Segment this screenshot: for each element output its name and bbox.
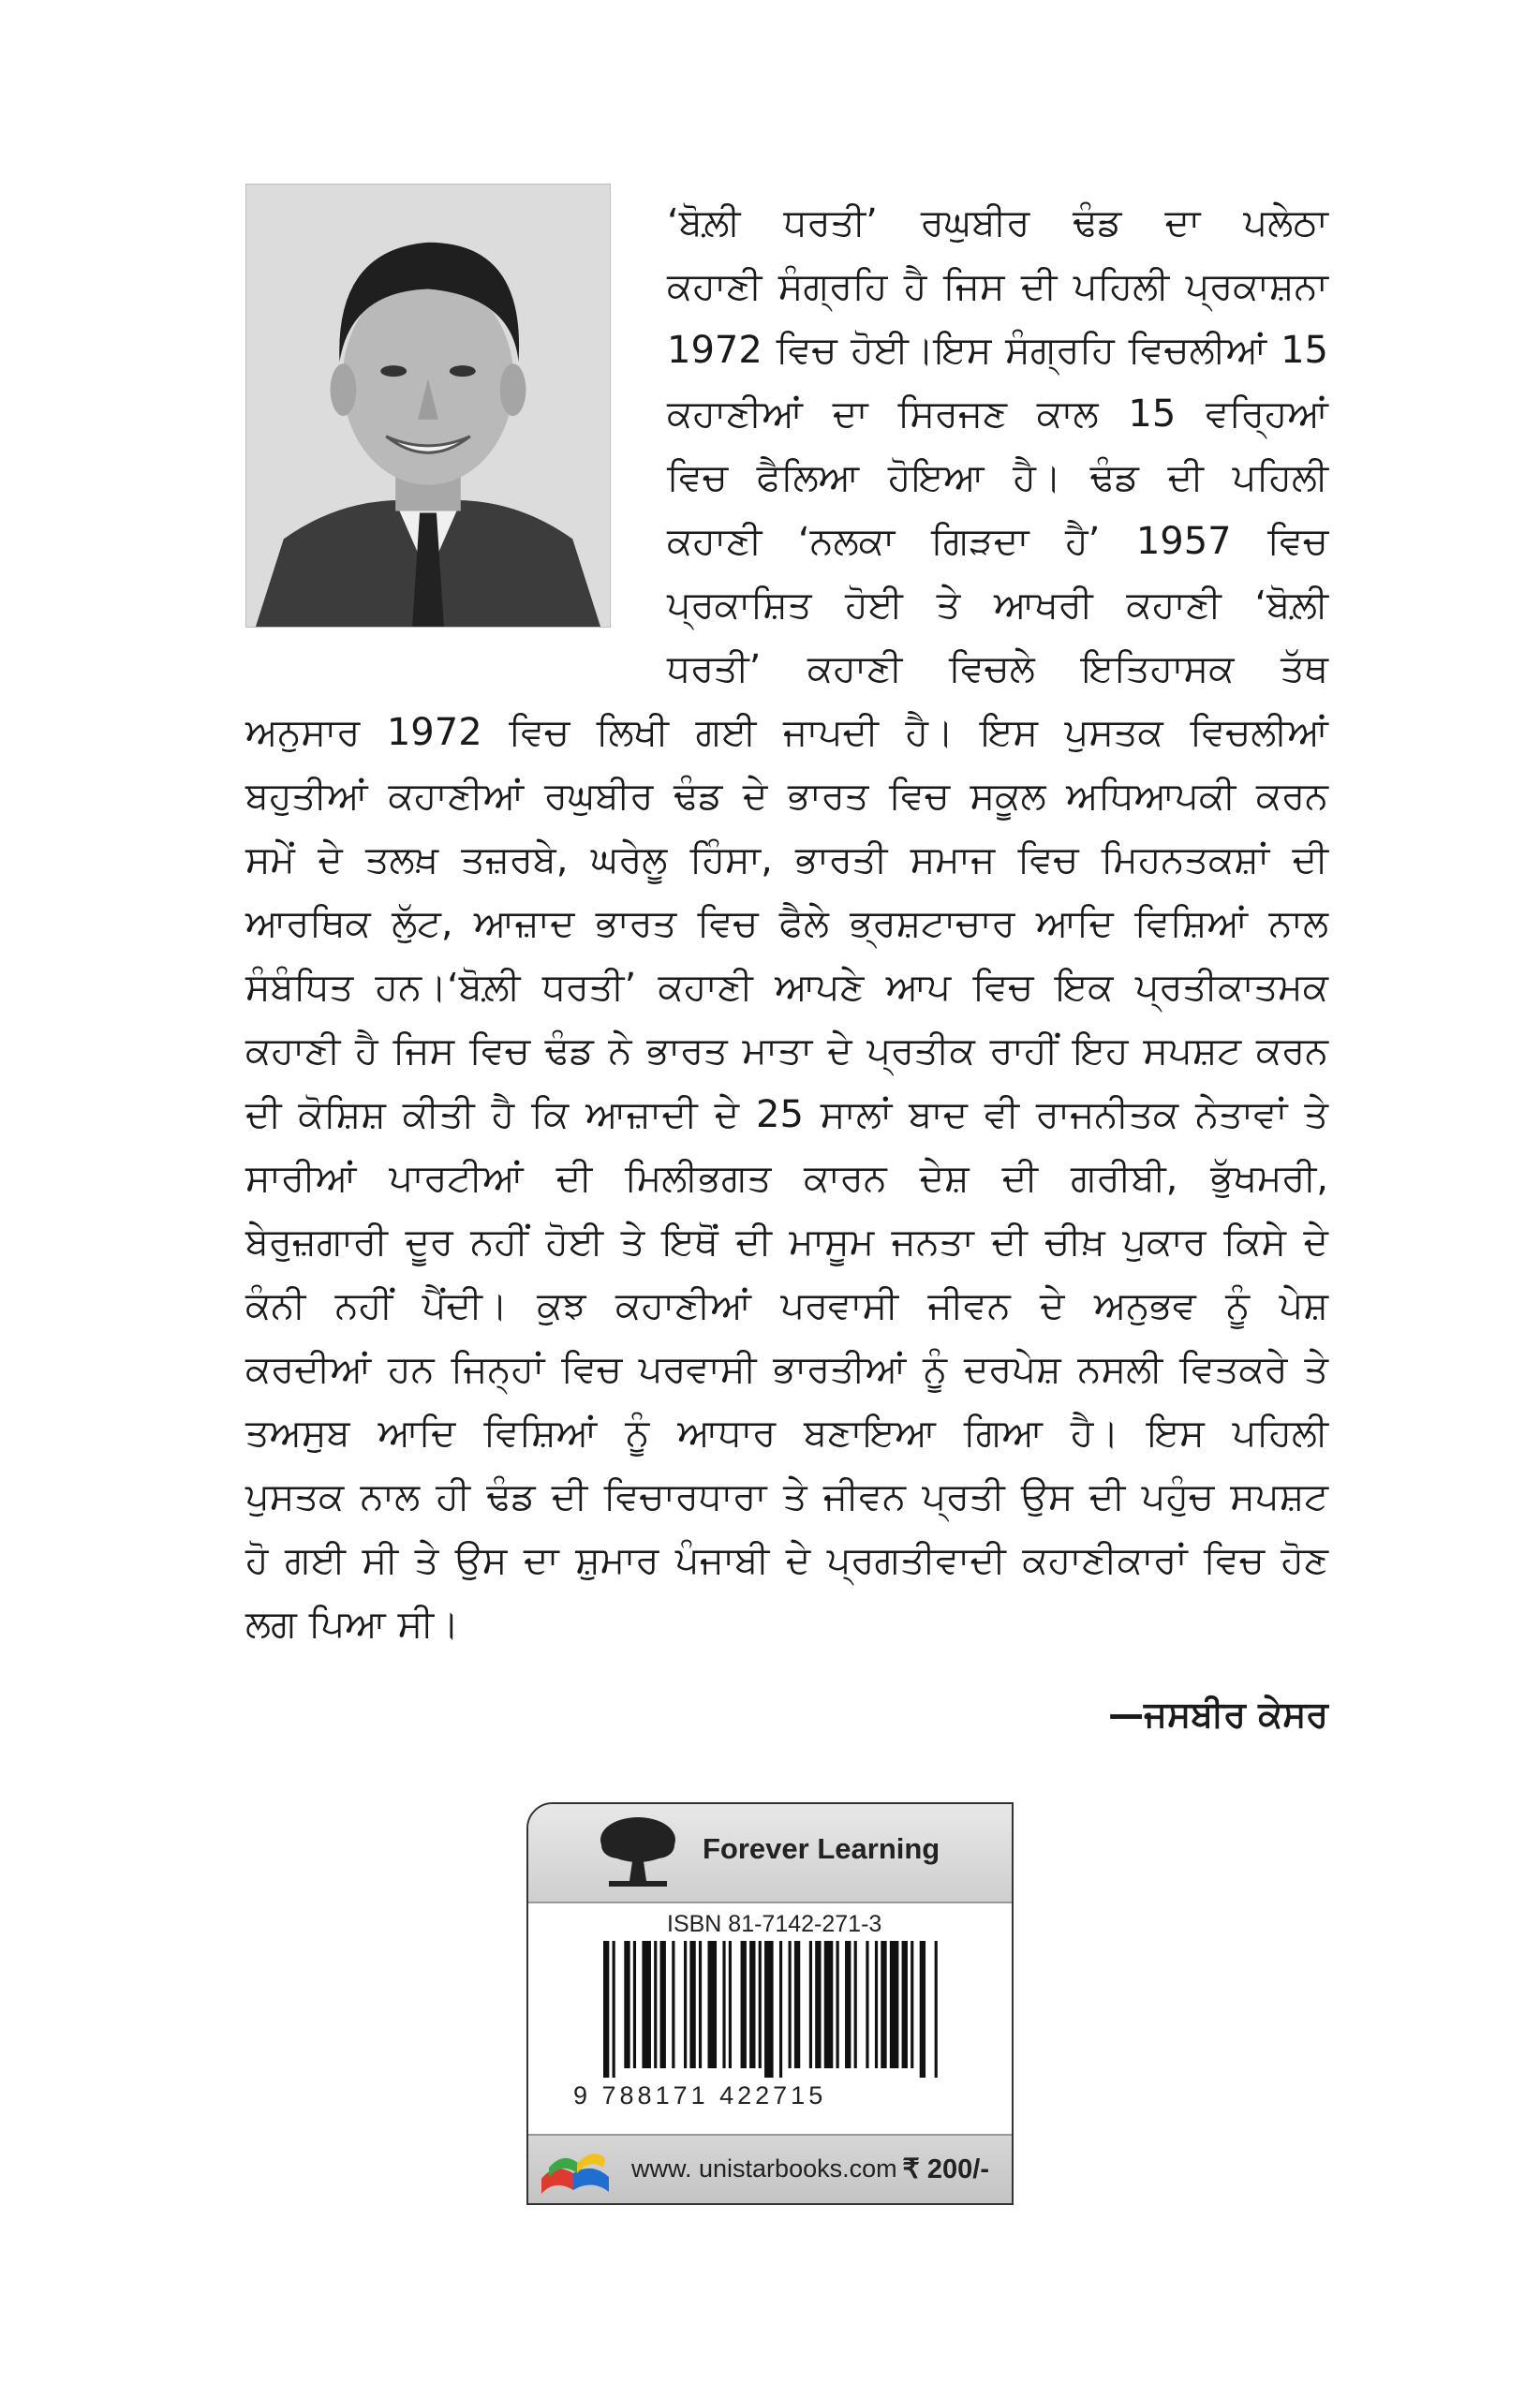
blurb-line-14: ਕਹਾਣੀ ਹੈ ਜਿਸ ਵਿਚ ਢੰਡ ਨੇ ਭਾਰਤ ਮਾਤਾ ਦੇ ਪ੍ਰਤੀਕ ਰਾਹੀਂ ਇਹ ਸਪਸ਼ਟ ਕਰਨ [245,1029,1328,1073]
barcode-bar [837,1941,839,2068]
barcode-bar [708,1941,718,2068]
barcode-bar [866,1941,868,2068]
barcode-bar [824,1941,834,2068]
barcode-bar [854,1941,857,2068]
blurb-line-6: ਕਹਾਣੀ ‘ਨਲਕਾ ਗਿੜਦਾ ਹੈ’ 1957 ਵਿਚ [667,520,1328,563]
publisher-website: www. unistarbooks.com [631,2154,897,2183]
blurb-line-21: ਪੁਸਤਕ ਨਾਲ ਹੀ ਢੰਡ ਦੀ ਵਿਚਾਰਧਾਰਾ ਤੇ ਜੀਵਨ ਪ੍ਰਤੀ ਉਸ ਦੀ ਪਹੁੰਚ ਸਪਸ਼ਟ [245,1475,1328,1518]
barcode-bar [603,1941,609,2078]
barcode-bar [699,1941,702,2068]
publisher-header [528,1804,1012,1903]
blurb-line-20: ਤਅਸੁਬ ਆਦਿ ਵਿਸ਼ਿਆਂ ਨੂੰ ਆਧਾਰ ਬਣਾਇਆ ਗਿਆ ਹੈ। ਇਸ ਪਹਿਲੀ [245,1412,1328,1455]
barcode-panel [526,1802,1014,2205]
barcode-bar [794,1941,800,2068]
book-stack-logo-icon [536,2141,615,2198]
blurb-line-22: ਹੋ ਗਈ ਸੀ ਤੇ ਉਸ ਦਾ ਸ਼ੁਮਾਰ ਪੰਜਾਬੀ ਦੇ ਪ੍ਰਗਤੀਵਾਦੀ ਕਹਾਣੀਕਾਰਾਂ ਵਿਚ ਹੋਣ [245,1539,1328,1582]
blurb-line-1: ‘ਬੋਲ਼ੀ ਧਰਤੀ’ ਰਘੁਬੀਰ ਢੰਡ ਦਾ ਪਲੇਠਾ [667,201,1328,244]
barcode-bar [729,1941,732,2068]
barcode-bar [722,1941,725,2068]
blurb-line-10: ਬਹੁਤੀਆਂ ਕਹਾਣੀਆਂ ਰਘੁਬੀਰ ਢੰਡ ਦੇ ਭਾਰਤ ਵਿਚ ਸਕੂਲ ਅਧਿਆਪਕੀ ਕਰਨ [245,775,1328,818]
blurb-line-15: ਦੀ ਕੋਸ਼ਿਸ਼ ਕੀਤੀ ਹੈ ਕਿ ਆਜ਼ਾਦੀ ਦੇ 25 ਸਾਲਾਂ ਬਾਦ ਵੀ ਰਾਜਨੀਤਕ ਨੇਤਾਵਾਂ ਤੇ [245,1093,1328,1136]
tree-icon [596,1813,680,1892]
barcode-bars [603,1941,940,2078]
barcode-bar [759,1941,762,2068]
barcode-bar [911,1941,913,2068]
blurb-signature: —ਜਸਬੀਰ ਕੇਸਰ [1108,1694,1328,1735]
barcode-bar [809,1941,812,2068]
barcode-bar [660,1941,666,2068]
barcode-bar [633,1941,636,2068]
barcode-bar [613,1941,615,2078]
barcode-bar [642,1941,651,2068]
barcode-bar [920,1941,925,2078]
barcode-bar [741,1941,747,2068]
blurb-line-9: ਅਨੁਸਾਰ 1972 ਵਿਚ ਲਿਖੀ ਗਈ ਜਾਪਦੀ ਹੈ। ਇਸ ਪੁਸਤਕ ਵਿਚਲੀਆਂ [245,711,1328,754]
author-photo [245,184,611,628]
ean-number: 9 788171 422715 [573,2081,827,2109]
barcode-bar [875,1941,878,2068]
barcode-bar [749,1941,755,2068]
barcode-bar [764,1941,774,2078]
blurb-line-4: ਕਹਾਣੀਆਂ ਦਾ ਸਿਰਜਣ ਕਾਲ 15 ਵਰ੍ਹਿਆਂ [667,392,1328,436]
blurb-line-19: ਕਰਦੀਆਂ ਹਨ ਜਿਨ੍ਹਾਂ ਵਿਚ ਪਰਵਾਸੀ ਭਾਰਤੀਆਂ ਨੂੰ ਦਰਪੇਸ਼ ਨਸਲੀ ਵਿਤਕਰੇ ਤੇ [245,1348,1328,1391]
barcode-bar [935,1941,938,2078]
barcode-bar [789,1941,792,2068]
barcode-bar [845,1941,851,2068]
blurb-line-16: ਸਾਰੀਆਂ ਪਾਰਟੀਆਂ ਦੀ ਮਿਲੀਭਗਤ ਕਾਰਨ ਦੇਸ਼ ਦੀ ਗਰੀਬੀ, ਭੁੱਖਮਰੀ, [245,1157,1328,1200]
blurb-line-23: ਲਗ ਪਿਆ ਸੀ। [245,1603,460,1646]
barcode-bar [672,1941,674,2068]
barcode-bar [881,1941,886,2068]
book-price: ₹ 200/- [902,2154,989,2184]
barcode-bar [689,1941,695,2068]
barcode-bar [902,1941,908,2068]
author-portrait-icon [246,185,610,627]
barcode-bar [654,1941,657,2068]
blurb-line-3: 1972 ਵਿਚ ਹੋਈ।ਇਸ ਸੰਗ੍ਰਹਿ ਵਿਚਲੀਆਂ 15 [667,329,1328,372]
blurb-line-7: ਪ੍ਰਕਾਸ਼ਿਤ ਹੋਈ ਤੇ ਆਖਰੀ ਕਹਾਣੀ ‘ਬੋਲ਼ੀ [667,584,1328,627]
barcode-bar [684,1941,687,2068]
blurb-line-12: ਆਰਥਿਕ ਲੁੱਟ, ਆਜ਼ਾਦ ਭਾਰਤ ਵਿਚ ਫੈਲੇ ਭ੍ਰਸ਼ਟਾਚਾਰ ਆਦਿ ਵਿਸ਼ਿਆਂ ਨਾਲ [245,902,1328,945]
blurb-line-5: ਵਿਚ ਫੈਲਿਆ ਹੋਇਆ ਹੈ। ਢੰਡ ਦੀ ਪਹਿਲੀ [667,456,1328,499]
blurb-line-8: ਧਰਤੀ’ ਕਹਾਣੀ ਵਿਚਲੇ ਇਤਿਹਾਸਕ ਤੱਥ [667,647,1328,690]
barcode-bar [890,1941,899,2068]
barcode-bar [779,1941,782,2078]
isbn-number: ISBN 81-7142-271-3 [667,1911,882,1937]
blurb-line-13: ਸੰਬੰਧਿਤ ਹਨ।‘ਬੋਲ਼ੀ ਧਰਤੀ’ ਕਹਾਣੀ ਆਪਣੇ ਆਪ ਵਿਚ ਇਕ ਪ੍ਰਤੀਕਾਤਮਕ [245,966,1328,1009]
blurb-line-17: ਬੇਰੁਜ਼ਗਾਰੀ ਦੂਰ ਨਹੀਂ ਹੋਈ ਤੇ ਇਥੋਂ ਦੀ ਮਾਸੂਮ ਜਨਤਾ ਦੀ ਚੀਖ਼ ਪੁਕਾਰ ਕਿਸੇ ਦੇ [245,1221,1328,1264]
blurb-line-11: ਸਮੇਂ ਦੇ ਤਲਖ਼ ਤਜ਼ਰਬੇ, ਘਰੇਲੂ ਹਿੰਸਾ, ਭਾਰਤੀ ਸਮਾਜ ਵਿਚ ਮਿਹਨਤਕਸ਼ਾਂ ਦੀ [245,838,1328,881]
publisher-footer [528,2134,1012,2203]
barcode-bar [815,1941,821,2068]
barcode-bar [624,1941,629,2068]
blurb-line-2: ਕਹਾਣੀ ਸੰਗ੍ਰਹਿ ਹੈ ਜਿਸ ਦੀ ਪਹਿਲੀ ਪ੍ਰਕਾਸ਼ਨਾ [667,265,1328,308]
publisher-brand: Forever Learning [703,1832,940,1865]
blurb-line-18: ਕੰਨੀ ਨਹੀਂ ਪੈਂਦੀ। ਕੁਝ ਕਹਾਣੀਆਂ ਪਰਵਾਸੀ ਜੀਵਨ ਦੇ ਅਨੁਭਵ ਨੂੰ ਪੇਸ਼ [245,1284,1328,1327]
